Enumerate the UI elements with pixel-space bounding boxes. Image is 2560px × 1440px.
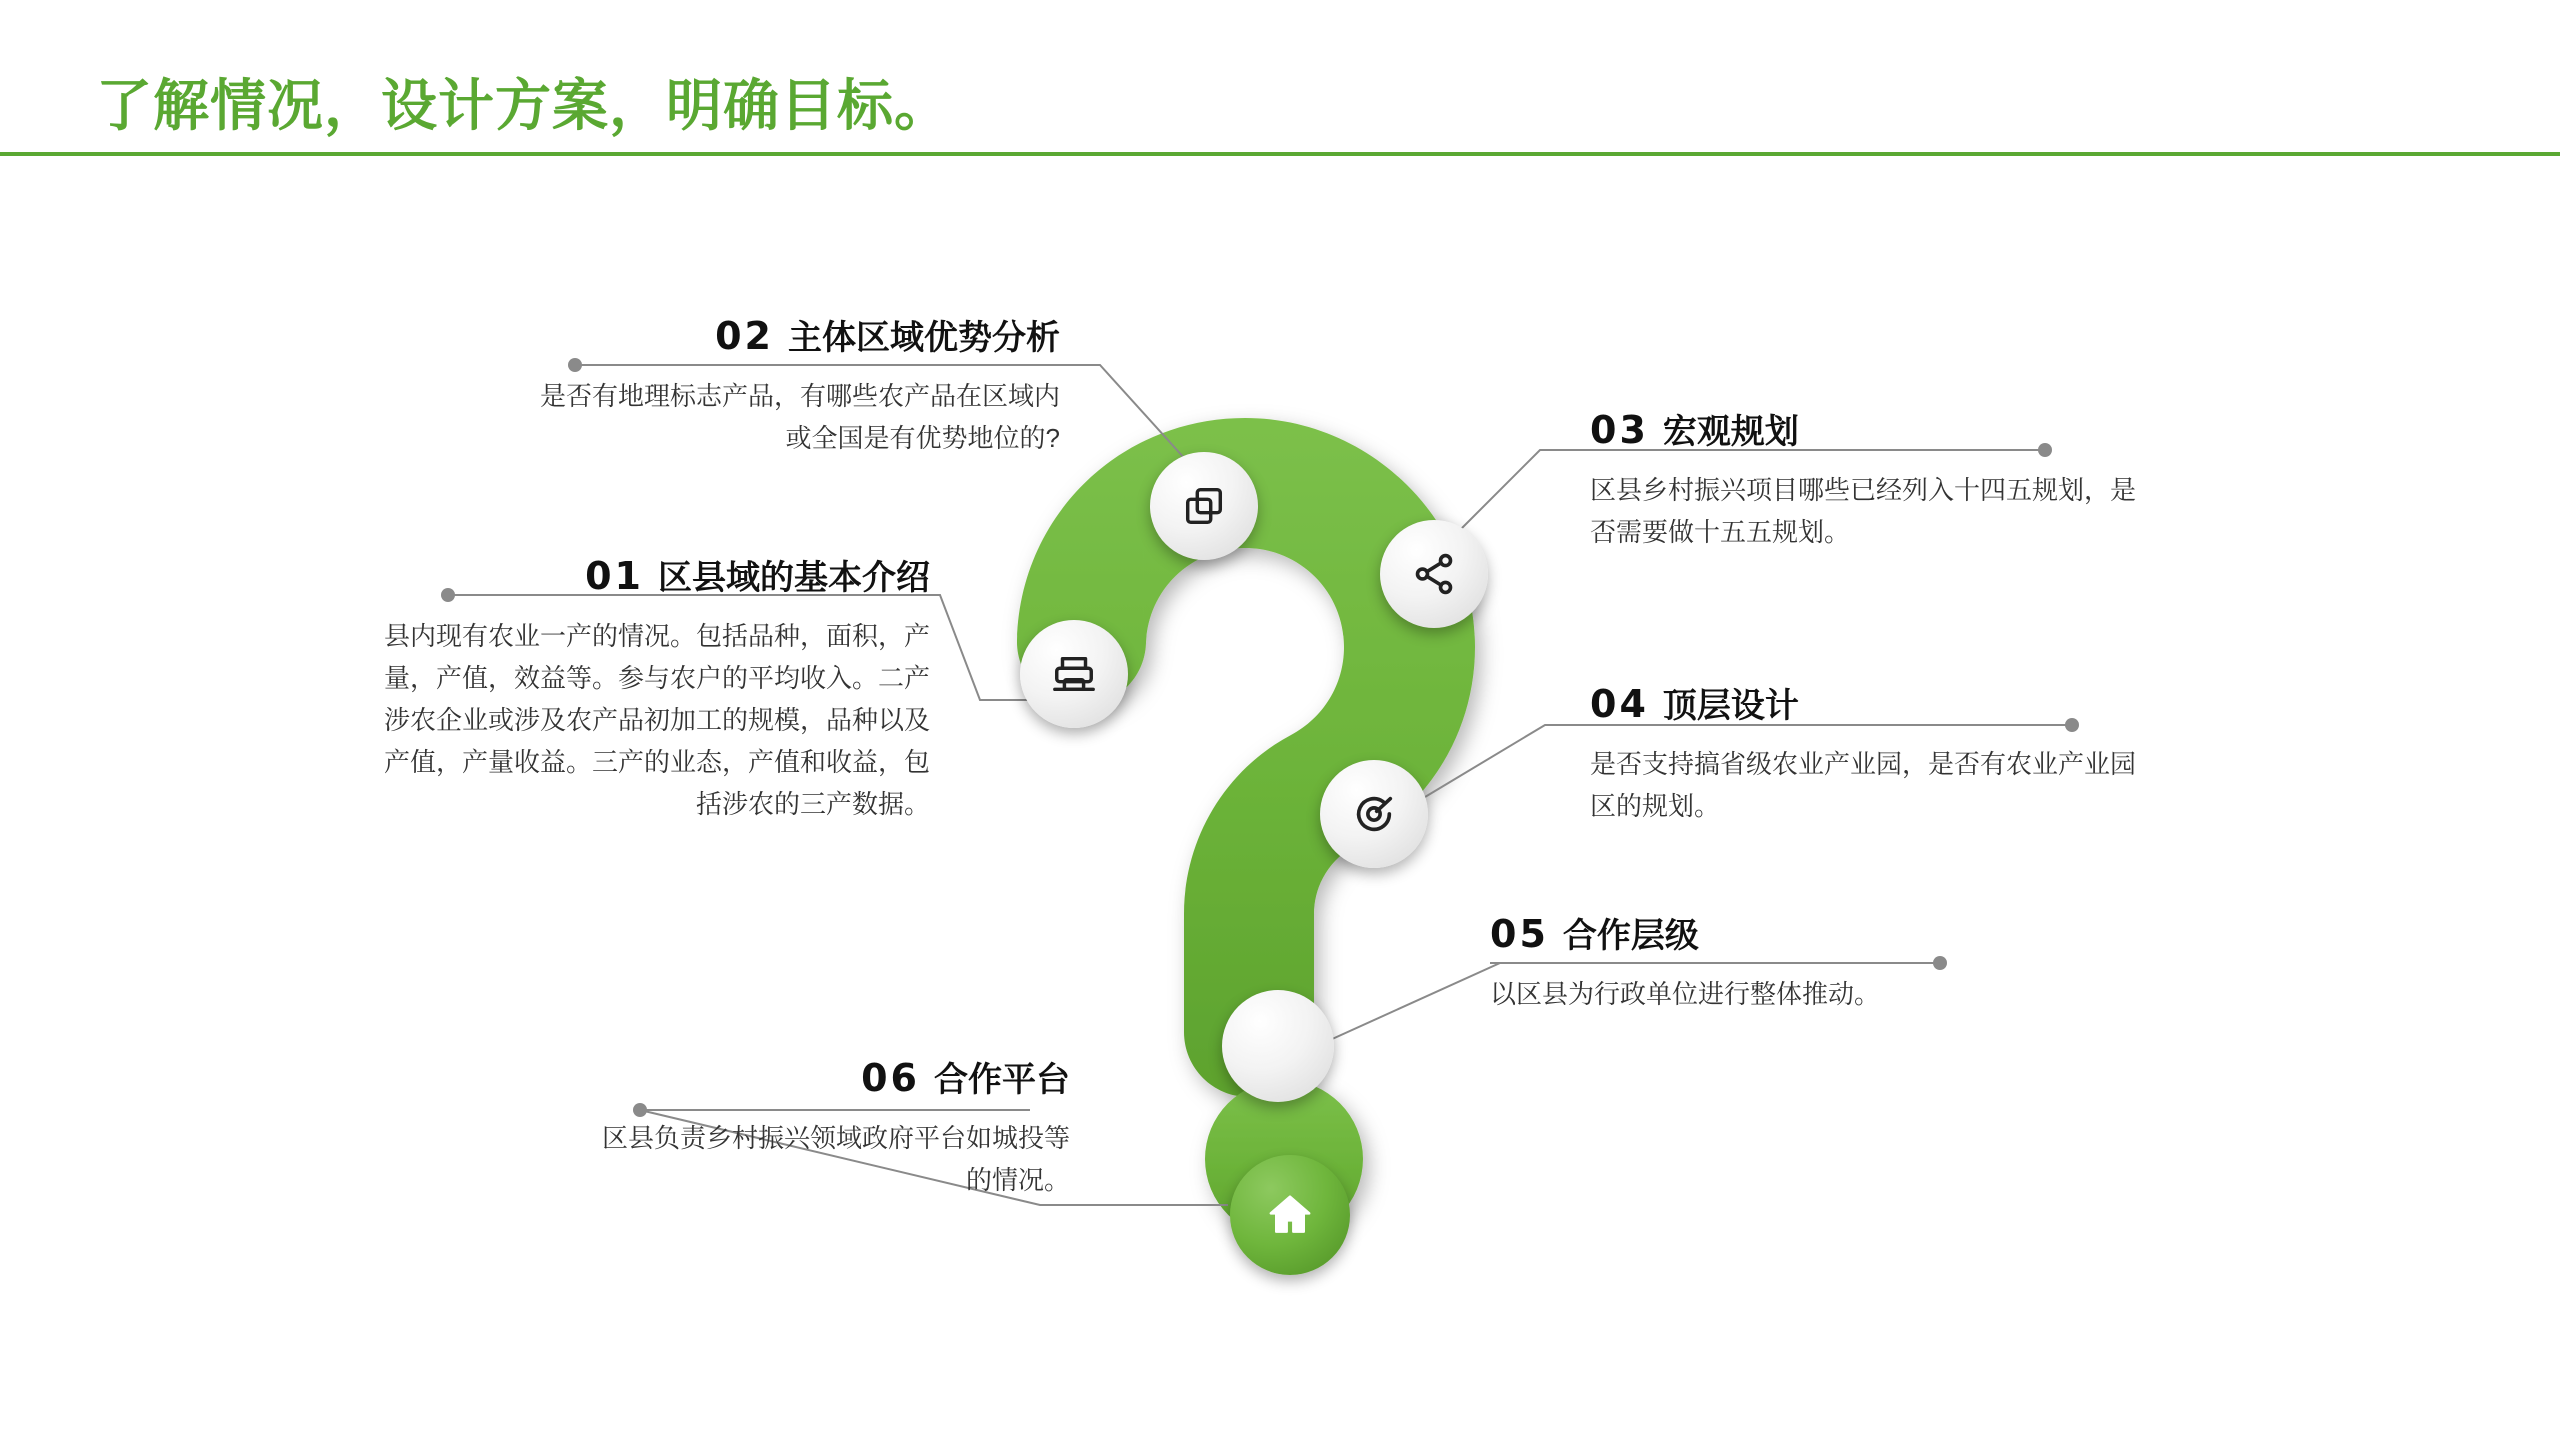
item-title-04: 顶层设计 — [1662, 687, 1799, 725]
item-heading-03 — [1590, 404, 2150, 453]
item-body-04: 是否支持搞省级农业产业园，是否有农业产业园区的规划。 — [1590, 749, 2137, 822]
item-number-01: 01 — [585, 554, 644, 598]
blank-circle-icon[interactable] — [1222, 990, 1334, 1102]
item-title-05: 合作层级 — [1562, 917, 1699, 955]
item-title-02: 主体区域优势分析 — [788, 319, 1060, 357]
item-body-02: 是否有地理标志产品，有哪些农产品在区域内或全国是有优势地位的? — [540, 381, 1061, 454]
item-body-03: 区县乡村振兴项目哪些已经列入十四五规划，是否需要做十五五规划。 — [1590, 475, 2137, 548]
item-number-05: 05 — [1490, 912, 1549, 956]
printer-icon[interactable] — [1020, 620, 1128, 728]
item-title-06: 合作平台 — [934, 1061, 1070, 1099]
item-block-03 — [1590, 404, 2150, 553]
item-number-04: 04 — [1590, 682, 1649, 726]
item-heading-05 — [1490, 908, 2050, 957]
copy-icon[interactable] — [1150, 452, 1258, 560]
item-body-01: 县内现有农业一产的情况。包括品种，面积，产量，产值，效益等。参与农户的平均收入。二产涉农企业或涉及农产品初加工的规模，品种以及产值，产量收益。三产的业态，产值和收益，包括涉农的三产数据。 — [383, 621, 930, 820]
item-heading-01 — [360, 550, 930, 599]
target-icon[interactable] — [1320, 760, 1428, 868]
item-title-01: 区县域的基本介绍 — [658, 559, 930, 597]
item-heading-04 — [1590, 678, 2150, 727]
home-icon[interactable] — [1230, 1155, 1350, 1275]
item-block-02 — [540, 310, 1060, 459]
item-block-06 — [600, 1052, 1070, 1201]
item-body-05: 以区县为行政单位进行整体推动。 — [1490, 979, 1881, 1009]
item-block-01 — [360, 550, 930, 826]
item-number-06: 06 — [861, 1056, 920, 1100]
item-heading-06 — [600, 1052, 1070, 1101]
item-block-05 — [1490, 908, 2050, 1015]
item-number-03: 03 — [1590, 408, 1649, 452]
page-title: 了解情况，设计方案，明确目标。 — [96, 74, 951, 137]
item-heading-02 — [540, 310, 1060, 359]
share-icon[interactable] — [1380, 520, 1488, 628]
item-block-04 — [1590, 678, 2150, 827]
item-number-02: 02 — [715, 314, 774, 358]
item-title-03: 宏观规划 — [1662, 413, 1799, 451]
item-body-06: 区县负责乡村振兴领域政府平台如城投等的情况。 — [601, 1123, 1070, 1196]
